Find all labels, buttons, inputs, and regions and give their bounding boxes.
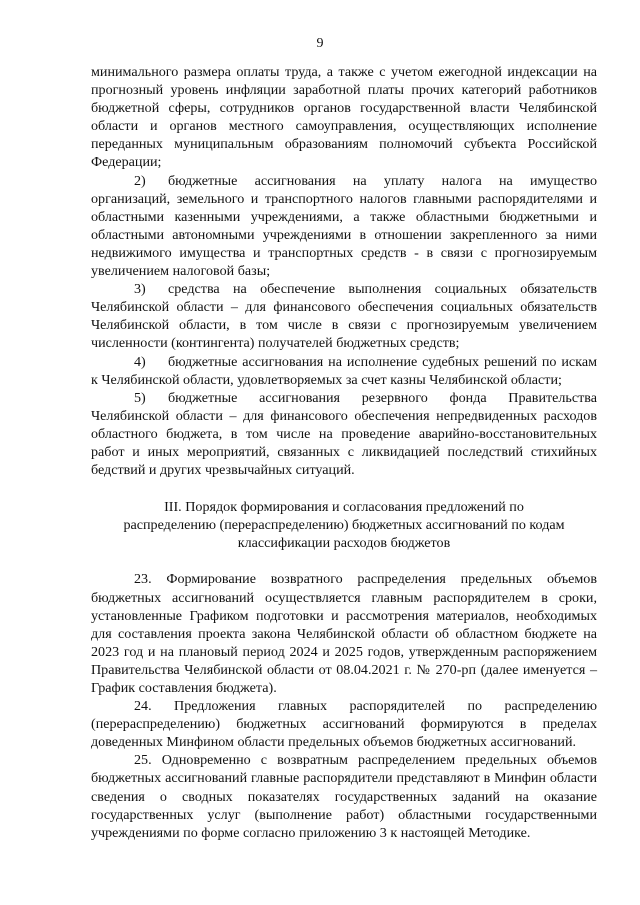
list-item-number: 2) bbox=[134, 172, 146, 189]
intro-paragraph: минимального размера оплаты труда, а также с учетом ежегодной индексации на прогнозный уровень инфляции заработной платы прочих категорий работников бюджетной сферы, сотрудников органов государственной власти Челябинской области и органов местного самоуправления, осуществляющих исполнение переданных муниципальным образованиям полномочий субъекта Российской Федерации; bbox=[91, 64, 597, 171]
page-content bbox=[91, 63, 597, 842]
paragraph-24: 24. Предложения главных распорядителей по распределению (перераспределению) бюджетных ассигнований формируются в пределах доведенных Минфином области предельных объемов бюджетных ассигнований. bbox=[91, 698, 597, 751]
list-item-text: бюджетные ассигнования резервного фонда Правительства Челябинской области – для финансового обеспечения непредвиденных расходов областного бюджета, в том числе на проведение аварийно-восстановительных работ и иных мероприятий, связанных с ликвидацией последствий стихийных бедствий и других чрезвычайных ситуаций. bbox=[91, 389, 597, 479]
list-item-number: 5) bbox=[134, 389, 146, 406]
list-item-text: бюджетные ассигнования на уплату налога на имущество организаций, земельного и транспортного налогов главными распорядителями и областными казенными учреждениями, а также областными бюджетными и областными автономными учреждениями в отношении закрепленного за ними недвижимого имущества и транспортных средств - в связи с прогнозируемым увеличением налоговой базы; bbox=[91, 172, 597, 280]
paragraph-25: 25. Одновременно с возвратным распределением предельных объемов бюджетных ассигнований главные распорядители представляют в Минфин области сведения о сводных показателях государственных заданий на оказание государственных услуг (выполнение работ) областными государственными учреждениями по форме согласно приложению 3 к настоящей Методике. bbox=[91, 752, 597, 841]
list-item-text: средства на обеспечение выполнения социальных обязательств Челябинской области – для финансового обеспечения социальных обязательств Челябинской области, в том числе в связи с прогнозируемым увеличением численности (контингента) получателей бюджетных средств; bbox=[91, 281, 597, 352]
section-heading-line: классификации расходов бюджетов bbox=[237, 535, 451, 552]
list-item-5 bbox=[91, 389, 597, 479]
section-heading-line: III. Порядок формирования и согласования предложений по bbox=[164, 499, 524, 516]
list-item-3 bbox=[91, 280, 597, 352]
list-item-number: 3) bbox=[134, 281, 146, 298]
list-item-number: 4) bbox=[134, 353, 146, 370]
paragraph-23: 23. Формирование возвратного распределения предельных объемов бюджетных ассигнований осуществляется главным распорядителем в сроки, установленные Графиком подготовки и рассмотрения материалов, необходимых для составления проекта закона Челябинской области об областном бюджете на 2023 год и на плановый период 2024 и 2025 годов, утвержденным распоряжением Правительства Челябинской области от 08.04.2021 г. № 270-рп (далее именуется – График составления бюджета). bbox=[91, 571, 597, 696]
section-heading-line: распределению (перераспределению) бюджетных ассигнований по кодам bbox=[123, 517, 565, 534]
list-item-4 bbox=[91, 353, 597, 389]
section-heading bbox=[91, 498, 597, 552]
list-item-text: бюджетные ассигнования на исполнение судебных решений по искам к Челябинской области, удовлетворяемых за счет казны Челябинской области; bbox=[91, 353, 597, 388]
page-number: 9 bbox=[316, 36, 324, 51]
list-item-2 bbox=[91, 172, 597, 281]
